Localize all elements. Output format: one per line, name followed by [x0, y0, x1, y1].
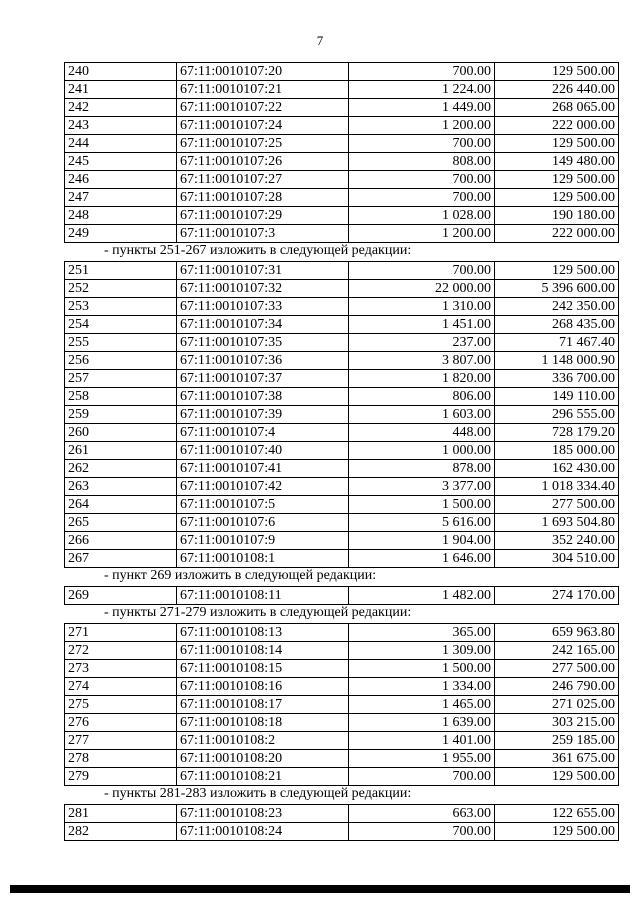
item-number-cell: 247: [65, 189, 177, 207]
area-cell: 1 500.00: [349, 660, 495, 678]
area-cell: 3 377.00: [349, 478, 495, 496]
cadastral-value-cell: 304 510.00: [495, 550, 619, 568]
cadastral-number-cell: 67:11:0010108:14: [177, 642, 349, 660]
item-number-cell: 279: [65, 768, 177, 786]
area-cell: 700.00: [349, 171, 495, 189]
item-number-cell: 255: [65, 334, 177, 352]
cadastral-value-cell: 71 467.40: [495, 334, 619, 352]
cadastral-value-cell: 268 435.00: [495, 316, 619, 334]
table-row: [65, 514, 619, 532]
cadastral-value-cell: 222 000.00: [495, 225, 619, 243]
item-number-cell: 269: [65, 587, 177, 605]
item-number-cell: 249: [65, 225, 177, 243]
cadastral-number-cell: 67:11:0010107:33: [177, 298, 349, 316]
table-row: [65, 442, 619, 460]
item-number-cell: 254: [65, 316, 177, 334]
amendment-note: - пункты 251-267 изложить в следующей редакции:: [104, 243, 412, 258]
table-row: [65, 424, 619, 442]
cadastral-number-cell: 67:11:0010107:22: [177, 99, 349, 117]
item-number-cell: 263: [65, 478, 177, 496]
table-row: [65, 678, 619, 696]
item-number-cell: 275: [65, 696, 177, 714]
item-number-cell: 253: [65, 298, 177, 316]
table-row: [65, 262, 619, 280]
item-number-cell: 246: [65, 171, 177, 189]
table-row: [65, 334, 619, 352]
area-cell: 1 465.00: [349, 696, 495, 714]
cadastral-value-cell: 242 165.00: [495, 642, 619, 660]
table-row: [65, 207, 619, 225]
area-cell: 1 955.00: [349, 750, 495, 768]
cadastral-number-cell: 67:11:0010107:38: [177, 388, 349, 406]
item-number-cell: 244: [65, 135, 177, 153]
cadastral-number-cell: 67:11:0010107:24: [177, 117, 349, 135]
table-row: [65, 298, 619, 316]
area-cell: 700.00: [349, 63, 495, 81]
item-number-cell: 262: [65, 460, 177, 478]
item-number-cell: 274: [65, 678, 177, 696]
land-plot-table: [64, 261, 619, 568]
cadastral-number-cell: 67:11:0010107:29: [177, 207, 349, 225]
cadastral-number-cell: 67:11:0010107:27: [177, 171, 349, 189]
cadastral-value-cell: 129 500.00: [495, 262, 619, 280]
cadastral-value-cell: 659 963.80: [495, 624, 619, 642]
page-number: 7: [316, 33, 324, 48]
area-cell: 1 646.00: [349, 550, 495, 568]
cadastral-value-cell: 277 500.00: [495, 496, 619, 514]
table-row: [65, 388, 619, 406]
table-row: [65, 117, 619, 135]
table-row: [65, 225, 619, 243]
cadastral-value-cell: 149 480.00: [495, 153, 619, 171]
area-cell: 448.00: [349, 424, 495, 442]
cadastral-value-cell: 226 440.00: [495, 81, 619, 99]
area-cell: 1 028.00: [349, 207, 495, 225]
document-body: [64, 62, 614, 841]
cadastral-number-cell: 67:11:0010108:23: [177, 805, 349, 823]
item-number-cell: 265: [65, 514, 177, 532]
table-row: [65, 768, 619, 786]
area-cell: 1 451.00: [349, 316, 495, 334]
item-number-cell: 272: [65, 642, 177, 660]
table-row: [65, 153, 619, 171]
area-cell: 806.00: [349, 388, 495, 406]
area-cell: 237.00: [349, 334, 495, 352]
cadastral-number-cell: 67:11:0010107:21: [177, 81, 349, 99]
area-cell: 1 500.00: [349, 496, 495, 514]
item-number-cell: 240: [65, 63, 177, 81]
area-cell: 1 309.00: [349, 642, 495, 660]
area-cell: 700.00: [349, 135, 495, 153]
area-cell: 1 482.00: [349, 587, 495, 605]
cadastral-number-cell: 67:11:0010108:17: [177, 696, 349, 714]
cadastral-value-cell: 129 500.00: [495, 63, 619, 81]
area-cell: 1 401.00: [349, 732, 495, 750]
cadastral-number-cell: 67:11:0010107:28: [177, 189, 349, 207]
table-row: [65, 99, 619, 117]
table-row: [65, 352, 619, 370]
cadastral-number-cell: 67:11:0010107:3: [177, 225, 349, 243]
cadastral-number-cell: 67:11:0010108:15: [177, 660, 349, 678]
cadastral-value-cell: 129 500.00: [495, 823, 619, 841]
table-row: [65, 660, 619, 678]
item-number-cell: 273: [65, 660, 177, 678]
cadastral-value-cell: 122 655.00: [495, 805, 619, 823]
cadastral-value-cell: 296 555.00: [495, 406, 619, 424]
table-row: [65, 696, 619, 714]
cadastral-number-cell: 67:11:0010108:21: [177, 768, 349, 786]
table-row: [65, 550, 619, 568]
cadastral-number-cell: 67:11:0010107:42: [177, 478, 349, 496]
cadastral-number-cell: 67:11:0010107:41: [177, 460, 349, 478]
land-plot-table: [64, 586, 619, 605]
cadastral-value-cell: 149 110.00: [495, 388, 619, 406]
area-cell: 878.00: [349, 460, 495, 478]
cadastral-number-cell: 67:11:0010108:20: [177, 750, 349, 768]
item-number-cell: 282: [65, 823, 177, 841]
item-number-cell: 243: [65, 117, 177, 135]
cadastral-value-cell: 222 000.00: [495, 117, 619, 135]
cadastral-value-cell: 162 430.00: [495, 460, 619, 478]
cadastral-value-cell: 5 396 600.00: [495, 280, 619, 298]
area-cell: 365.00: [349, 624, 495, 642]
table-row: [65, 370, 619, 388]
cadastral-value-cell: 129 500.00: [495, 135, 619, 153]
amendment-note: - пункт 269 изложить в следующей редакции:: [104, 568, 377, 583]
land-plot-table: [64, 62, 619, 243]
table-row: [65, 189, 619, 207]
cadastral-number-cell: 67:11:0010108:18: [177, 714, 349, 732]
cadastral-number-cell: 67:11:0010107:34: [177, 316, 349, 334]
cadastral-value-cell: 190 180.00: [495, 207, 619, 225]
cadastral-value-cell: 361 675.00: [495, 750, 619, 768]
area-cell: 700.00: [349, 262, 495, 280]
table-row: [65, 135, 619, 153]
item-number-cell: 252: [65, 280, 177, 298]
table-row: [65, 316, 619, 334]
table-row: [65, 478, 619, 496]
cadastral-number-cell: 67:11:0010108:24: [177, 823, 349, 841]
area-cell: 22 000.00: [349, 280, 495, 298]
cadastral-number-cell: 67:11:0010107:4: [177, 424, 349, 442]
area-cell: 1 904.00: [349, 532, 495, 550]
table-row: [65, 63, 619, 81]
cadastral-value-cell: 268 065.00: [495, 99, 619, 117]
land-plot-table: [64, 804, 619, 841]
table-row: [65, 496, 619, 514]
cadastral-number-cell: 67:11:0010107:31: [177, 262, 349, 280]
cadastral-number-cell: 67:11:0010108:2: [177, 732, 349, 750]
cadastral-number-cell: 67:11:0010107:35: [177, 334, 349, 352]
table-row: [65, 805, 619, 823]
amendment-note: - пункты 281-283 изложить в следующей редакции:: [104, 786, 412, 801]
table-row: [65, 81, 619, 99]
item-number-cell: 242: [65, 99, 177, 117]
item-number-cell: 267: [65, 550, 177, 568]
table-row: [65, 642, 619, 660]
cadastral-number-cell: 67:11:0010107:39: [177, 406, 349, 424]
table-row: [65, 732, 619, 750]
cadastral-value-cell: 271 025.00: [495, 696, 619, 714]
area-cell: 1 200.00: [349, 225, 495, 243]
cadastral-value-cell: 185 000.00: [495, 442, 619, 460]
cadastral-value-cell: 242 350.00: [495, 298, 619, 316]
cadastral-number-cell: 67:11:0010108:1: [177, 550, 349, 568]
cadastral-value-cell: 1 693 504.80: [495, 514, 619, 532]
item-number-cell: 258: [65, 388, 177, 406]
area-cell: 1 000.00: [349, 442, 495, 460]
cadastral-number-cell: 67:11:0010107:26: [177, 153, 349, 171]
table-row: [65, 406, 619, 424]
item-number-cell: 281: [65, 805, 177, 823]
area-cell: 1 820.00: [349, 370, 495, 388]
area-cell: 700.00: [349, 768, 495, 786]
cadastral-value-cell: 259 185.00: [495, 732, 619, 750]
cadastral-number-cell: 67:11:0010107:40: [177, 442, 349, 460]
area-cell: 3 807.00: [349, 352, 495, 370]
table-row: [65, 532, 619, 550]
table-row: [65, 823, 619, 841]
cadastral-number-cell: 67:11:0010108:11: [177, 587, 349, 605]
table-row: [65, 460, 619, 478]
cadastral-value-cell: 277 500.00: [495, 660, 619, 678]
area-cell: 700.00: [349, 823, 495, 841]
cadastral-number-cell: 67:11:0010108:13: [177, 624, 349, 642]
area-cell: 1 224.00: [349, 81, 495, 99]
cadastral-number-cell: 67:11:0010107:37: [177, 370, 349, 388]
cadastral-number-cell: 67:11:0010108:16: [177, 678, 349, 696]
item-number-cell: 266: [65, 532, 177, 550]
cadastral-number-cell: 67:11:0010107:36: [177, 352, 349, 370]
cadastral-number-cell: 67:11:0010107:9: [177, 532, 349, 550]
cadastral-value-cell: 246 790.00: [495, 678, 619, 696]
table-row: [65, 171, 619, 189]
table-row: [65, 280, 619, 298]
item-number-cell: 257: [65, 370, 177, 388]
cadastral-value-cell: 129 500.00: [495, 189, 619, 207]
area-cell: 700.00: [349, 189, 495, 207]
item-number-cell: 245: [65, 153, 177, 171]
area-cell: 1 639.00: [349, 714, 495, 732]
area-cell: 1 603.00: [349, 406, 495, 424]
cadastral-number-cell: 67:11:0010107:20: [177, 63, 349, 81]
table-row: [65, 750, 619, 768]
area-cell: 1 334.00: [349, 678, 495, 696]
area-cell: 5 616.00: [349, 514, 495, 532]
amendment-note: - пункты 271-279 изложить в следующей редакции:: [104, 605, 412, 620]
cadastral-value-cell: 1 148 000.90: [495, 352, 619, 370]
area-cell: 1 200.00: [349, 117, 495, 135]
cadastral-number-cell: 67:11:0010107:5: [177, 496, 349, 514]
item-number-cell: 248: [65, 207, 177, 225]
item-number-cell: 276: [65, 714, 177, 732]
land-plot-table: [64, 623, 619, 786]
item-number-cell: 271: [65, 624, 177, 642]
cadastral-number-cell: 67:11:0010107:32: [177, 280, 349, 298]
cadastral-value-cell: 129 500.00: [495, 171, 619, 189]
cadastral-value-cell: 274 170.00: [495, 587, 619, 605]
item-number-cell: 278: [65, 750, 177, 768]
area-cell: 1 310.00: [349, 298, 495, 316]
cadastral-value-cell: 1 018 334.40: [495, 478, 619, 496]
item-number-cell: 259: [65, 406, 177, 424]
cadastral-value-cell: 336 700.00: [495, 370, 619, 388]
footer-bar: [10, 885, 630, 893]
cadastral-value-cell: 728 179.20: [495, 424, 619, 442]
item-number-cell: 251: [65, 262, 177, 280]
cadastral-value-cell: 352 240.00: [495, 532, 619, 550]
cadastral-value-cell: 129 500.00: [495, 768, 619, 786]
table-row: [65, 714, 619, 732]
cadastral-number-cell: 67:11:0010107:25: [177, 135, 349, 153]
area-cell: 663.00: [349, 805, 495, 823]
item-number-cell: 261: [65, 442, 177, 460]
item-number-cell: 260: [65, 424, 177, 442]
cadastral-value-cell: 303 215.00: [495, 714, 619, 732]
item-number-cell: 241: [65, 81, 177, 99]
table-row: [65, 624, 619, 642]
item-number-cell: 256: [65, 352, 177, 370]
area-cell: 808.00: [349, 153, 495, 171]
item-number-cell: 264: [65, 496, 177, 514]
cadastral-number-cell: 67:11:0010107:6: [177, 514, 349, 532]
area-cell: 1 449.00: [349, 99, 495, 117]
item-number-cell: 277: [65, 732, 177, 750]
table-row: [65, 587, 619, 605]
